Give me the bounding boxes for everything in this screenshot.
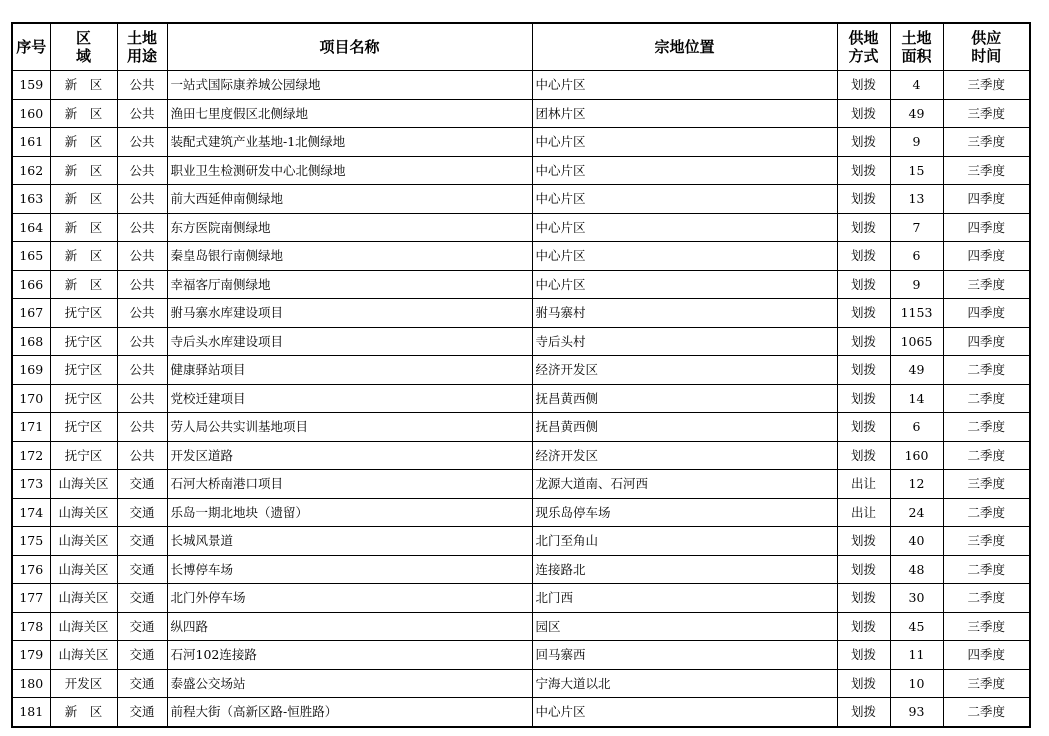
cell-land-use: 公共 [117,299,167,328]
cell-project-name: 寺后头水库建设项目 [167,327,532,356]
cell-supply-time: 四季度 [943,299,1030,328]
cell-land-area: 11 [890,641,943,670]
cell-seq: 166 [12,270,50,299]
cell-seq: 177 [12,584,50,613]
table-row [12,242,1030,271]
cell-supply-time: 二季度 [943,698,1030,727]
cell-project-name: 党校迁建项目 [167,384,532,413]
cell-district: 新 区 [50,71,117,100]
cell-land-use: 公共 [117,356,167,385]
cell-location: 中心片区 [532,270,837,299]
cell-seq: 181 [12,698,50,727]
cell-district: 新 区 [50,185,117,214]
cell-supply-time: 二季度 [943,498,1030,527]
cell-supply-method: 划拨 [837,584,890,613]
cell-seq: 163 [12,185,50,214]
cell-supply-time: 二季度 [943,384,1030,413]
cell-supply-method: 划拨 [837,641,890,670]
cell-land-use: 交通 [117,669,167,698]
table-row [12,555,1030,584]
cell-seq: 174 [12,498,50,527]
cell-land-area: 4 [890,71,943,100]
table-row [12,128,1030,157]
cell-land-area: 40 [890,527,943,556]
cell-supply-method: 划拨 [837,413,890,442]
cell-supply-time: 二季度 [943,441,1030,470]
cell-land-area: 6 [890,242,943,271]
cell-supply-method: 出让 [837,470,890,499]
cell-project-name: 驸马寨水库建设项目 [167,299,532,328]
cell-land-use: 公共 [117,384,167,413]
cell-district: 山海关区 [50,555,117,584]
land-supply-table [11,22,1031,728]
cell-land-use: 公共 [117,327,167,356]
cell-project-name: 石河102连接路 [167,641,532,670]
table-row [12,327,1030,356]
table-row [12,612,1030,641]
table-row [12,527,1030,556]
cell-seq: 173 [12,470,50,499]
cell-land-area: 49 [890,356,943,385]
cell-supply-time: 三季度 [943,270,1030,299]
cell-supply-method: 划拨 [837,185,890,214]
table-row [12,185,1030,214]
cell-district: 抚宁区 [50,356,117,385]
cell-land-use: 交通 [117,498,167,527]
table-body [12,71,1030,727]
cell-district: 抚宁区 [50,299,117,328]
cell-land-area: 45 [890,612,943,641]
cell-location: 抚昌黄西侧 [532,384,837,413]
cell-land-area: 160 [890,441,943,470]
cell-land-use: 交通 [117,641,167,670]
cell-supply-method: 划拨 [837,270,890,299]
cell-project-name: 劳人局公共实训基地项目 [167,413,532,442]
cell-district: 新 区 [50,99,117,128]
cell-land-area: 1153 [890,299,943,328]
cell-seq: 168 [12,327,50,356]
cell-supply-time: 四季度 [943,213,1030,242]
header-district: 区 域 [50,23,117,71]
table-row [12,156,1030,185]
cell-land-area: 15 [890,156,943,185]
cell-supply-time: 四季度 [943,327,1030,356]
cell-seq: 176 [12,555,50,584]
cell-land-area: 9 [890,128,943,157]
cell-seq: 170 [12,384,50,413]
cell-location: 现乐岛停车场 [532,498,837,527]
cell-district: 新 区 [50,156,117,185]
cell-district: 山海关区 [50,470,117,499]
cell-supply-method: 划拨 [837,299,890,328]
header-supply-method: 供地 方式 [837,23,890,71]
cell-land-area: 24 [890,498,943,527]
cell-seq: 180 [12,669,50,698]
cell-supply-time: 二季度 [943,584,1030,613]
cell-seq: 160 [12,99,50,128]
cell-project-name: 长城风景道 [167,527,532,556]
land-supply-sheet [11,22,1031,728]
cell-district: 抚宁区 [50,441,117,470]
table-row [12,669,1030,698]
cell-project-name: 开发区道路 [167,441,532,470]
cell-district: 新 区 [50,270,117,299]
table-row [12,356,1030,385]
cell-land-use: 公共 [117,242,167,271]
cell-project-name: 前大西延伸南侧绿地 [167,185,532,214]
cell-supply-method: 划拨 [837,698,890,727]
cell-location: 中心片区 [532,242,837,271]
table-row [12,413,1030,442]
header-location: 宗地位置 [532,23,837,71]
cell-project-name: 秦皇岛银行南侧绿地 [167,242,532,271]
header-row [12,23,1030,71]
cell-land-area: 13 [890,185,943,214]
cell-supply-method: 划拨 [837,384,890,413]
cell-project-name: 北门外停车场 [167,584,532,613]
cell-project-name: 东方医院南侧绿地 [167,213,532,242]
cell-supply-method: 划拨 [837,71,890,100]
table-row [12,641,1030,670]
table-row [12,213,1030,242]
table-row [12,99,1030,128]
cell-seq: 179 [12,641,50,670]
cell-district: 新 区 [50,242,117,271]
cell-seq: 162 [12,156,50,185]
cell-supply-time: 三季度 [943,156,1030,185]
cell-land-area: 10 [890,669,943,698]
cell-supply-method: 划拨 [837,669,890,698]
cell-land-use: 公共 [117,99,167,128]
header-project-name: 项目名称 [167,23,532,71]
cell-supply-time: 三季度 [943,99,1030,128]
cell-supply-time: 二季度 [943,413,1030,442]
cell-project-name: 长博停车场 [167,555,532,584]
cell-location: 园区 [532,612,837,641]
cell-location: 中心片区 [532,698,837,727]
cell-supply-time: 四季度 [943,242,1030,271]
cell-land-area: 93 [890,698,943,727]
cell-seq: 171 [12,413,50,442]
cell-location: 中心片区 [532,156,837,185]
cell-project-name: 渔田七里度假区北侧绿地 [167,99,532,128]
table-row [12,270,1030,299]
cell-location: 龙源大道南、石河西 [532,470,837,499]
cell-location: 团林片区 [532,99,837,128]
cell-location: 经济开发区 [532,356,837,385]
cell-land-area: 14 [890,384,943,413]
cell-supply-time: 二季度 [943,356,1030,385]
header-seq: 序号 [12,23,50,71]
cell-seq: 178 [12,612,50,641]
cell-location: 中心片区 [532,185,837,214]
cell-land-use: 交通 [117,555,167,584]
cell-supply-method: 划拨 [837,612,890,641]
table-row [12,71,1030,100]
cell-supply-time: 三季度 [943,128,1030,157]
cell-seq: 167 [12,299,50,328]
cell-project-name: 幸福客厅南侧绿地 [167,270,532,299]
cell-land-use: 公共 [117,185,167,214]
cell-location: 宁海大道以北 [532,669,837,698]
header-supply-time: 供应 时间 [943,23,1030,71]
cell-land-use: 公共 [117,270,167,299]
cell-location: 寺后头村 [532,327,837,356]
cell-land-use: 交通 [117,698,167,727]
cell-district: 新 区 [50,128,117,157]
cell-supply-method: 划拨 [837,327,890,356]
cell-supply-method: 划拨 [837,356,890,385]
cell-seq: 169 [12,356,50,385]
cell-project-name: 石河大桥南港口项目 [167,470,532,499]
cell-land-area: 48 [890,555,943,584]
table-row [12,584,1030,613]
cell-project-name: 泰盛公交场站 [167,669,532,698]
cell-project-name: 装配式建筑产业基地-1北侧绿地 [167,128,532,157]
cell-supply-method: 划拨 [837,242,890,271]
cell-land-area: 9 [890,270,943,299]
cell-district: 开发区 [50,669,117,698]
cell-supply-method: 出让 [837,498,890,527]
cell-supply-method: 划拨 [837,213,890,242]
cell-land-area: 6 [890,413,943,442]
cell-land-area: 1065 [890,327,943,356]
table-row [12,299,1030,328]
cell-land-use: 公共 [117,441,167,470]
cell-land-use: 公共 [117,128,167,157]
cell-location: 经济开发区 [532,441,837,470]
cell-district: 山海关区 [50,527,117,556]
table-row [12,470,1030,499]
cell-location: 中心片区 [532,213,837,242]
header-land-use: 土地 用途 [117,23,167,71]
cell-land-area: 12 [890,470,943,499]
cell-land-area: 7 [890,213,943,242]
cell-project-name: 纵四路 [167,612,532,641]
cell-district: 抚宁区 [50,413,117,442]
cell-land-use: 公共 [117,213,167,242]
cell-district: 抚宁区 [50,384,117,413]
cell-land-use: 公共 [117,413,167,442]
cell-seq: 159 [12,71,50,100]
cell-supply-time: 三季度 [943,470,1030,499]
cell-supply-method: 划拨 [837,555,890,584]
cell-supply-time: 二季度 [943,555,1030,584]
cell-district: 山海关区 [50,584,117,613]
cell-location: 抚昌黄西侧 [532,413,837,442]
cell-location: 北门至角山 [532,527,837,556]
cell-seq: 161 [12,128,50,157]
cell-land-use: 公共 [117,71,167,100]
cell-project-name: 乐岛一期北地块（遗留） [167,498,532,527]
cell-district: 山海关区 [50,612,117,641]
cell-supply-method: 划拨 [837,156,890,185]
cell-land-area: 49 [890,99,943,128]
cell-supply-method: 划拨 [837,99,890,128]
table-row [12,498,1030,527]
cell-location: 中心片区 [532,128,837,157]
table-row [12,441,1030,470]
cell-supply-method: 划拨 [837,128,890,157]
cell-supply-time: 三季度 [943,612,1030,641]
cell-supply-time: 四季度 [943,641,1030,670]
cell-land-use: 交通 [117,584,167,613]
table-row [12,384,1030,413]
cell-supply-method: 划拨 [837,441,890,470]
cell-district: 山海关区 [50,641,117,670]
cell-supply-time: 三季度 [943,527,1030,556]
cell-supply-time: 三季度 [943,71,1030,100]
table-row [12,698,1030,727]
cell-project-name: 职业卫生检测研发中心北侧绿地 [167,156,532,185]
cell-district: 新 区 [50,698,117,727]
cell-district: 抚宁区 [50,327,117,356]
cell-supply-method: 划拨 [837,527,890,556]
cell-seq: 172 [12,441,50,470]
cell-location: 北门西 [532,584,837,613]
cell-location: 连接路北 [532,555,837,584]
cell-land-use: 交通 [117,612,167,641]
cell-project-name: 健康驿站项目 [167,356,532,385]
cell-land-use: 公共 [117,156,167,185]
cell-project-name: 前程大街（高新区路-恒胜路） [167,698,532,727]
header-land-area: 土地 面积 [890,23,943,71]
cell-district: 新 区 [50,213,117,242]
cell-land-area: 30 [890,584,943,613]
cell-district: 山海关区 [50,498,117,527]
cell-location: 中心片区 [532,71,837,100]
cell-supply-time: 四季度 [943,185,1030,214]
cell-location: 驸马寨村 [532,299,837,328]
cell-seq: 175 [12,527,50,556]
cell-land-use: 交通 [117,470,167,499]
cell-land-use: 交通 [117,527,167,556]
cell-supply-time: 三季度 [943,669,1030,698]
cell-project-name: 一站式国际康养城公园绿地 [167,71,532,100]
cell-seq: 165 [12,242,50,271]
cell-seq: 164 [12,213,50,242]
cell-location: 回马寨西 [532,641,837,670]
